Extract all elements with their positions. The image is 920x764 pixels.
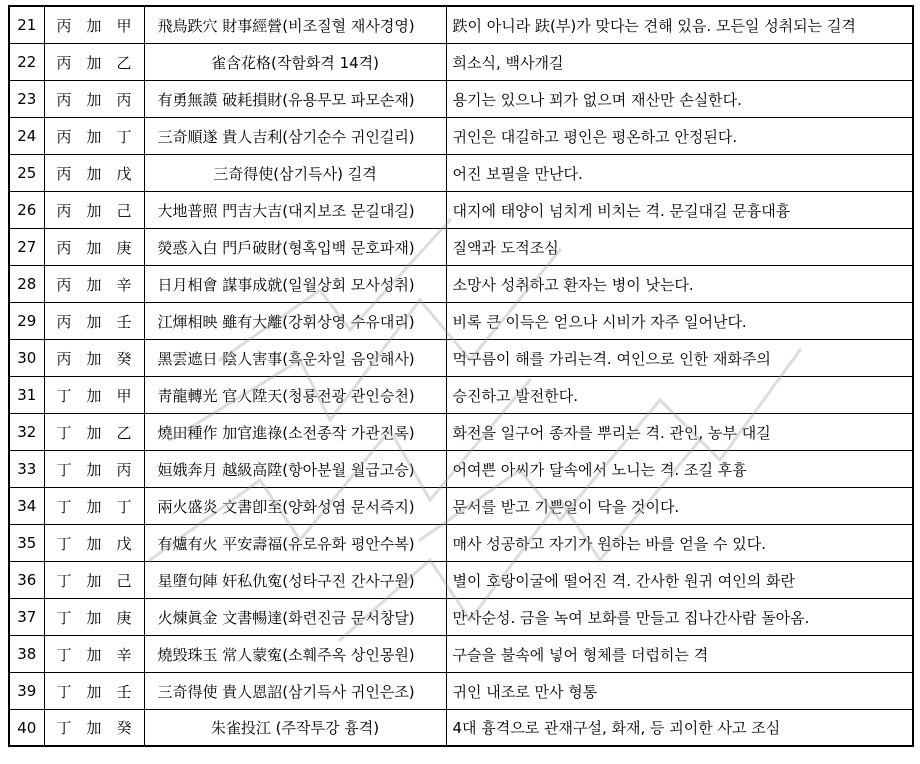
pattern-name: 有勇無謨 破耗損財(유용무모 파모손재)	[144, 81, 446, 118]
stem-char: 丁	[56, 534, 72, 553]
stem-char: 庚	[116, 238, 132, 257]
stem-char: 丁	[116, 497, 132, 516]
table-row	[9, 488, 913, 525]
pattern-description: 구슬을 불속에 넣어 형체를 더럽히는 격	[446, 636, 913, 673]
row-number: 30	[9, 340, 44, 377]
pattern-name: 靑龍轉光 官人陞天(청룡전광 관인승천)	[144, 377, 446, 414]
stem-char: 加	[86, 571, 102, 590]
row-number: 23	[9, 81, 44, 118]
stem-char: 加	[86, 16, 102, 35]
pattern-name: 大地普照 門吉大吉(대지보조 문길대길)	[144, 192, 446, 229]
stem-char: 癸	[116, 349, 132, 368]
stem-combination	[44, 414, 144, 451]
pattern-description: 귀인은 대길하고 평인은 평온하고 안정된다.	[446, 118, 913, 155]
row-number: 37	[9, 599, 44, 636]
row-number: 24	[9, 118, 44, 155]
stem-char: 戊	[116, 534, 132, 553]
pattern-description: 만사순성. 금을 녹여 보화를 만들고 집나간사람 돌아옴.	[446, 599, 913, 636]
stem-combination	[44, 155, 144, 192]
pattern-description: 어진 보필을 만난다.	[446, 155, 913, 192]
stem-char: 丁	[56, 682, 72, 701]
stem-char: 加	[86, 201, 102, 220]
stem-char: 庚	[116, 608, 132, 627]
table-row	[9, 44, 913, 81]
stem-char: 丁	[56, 386, 72, 405]
stem-char: 甲	[116, 16, 132, 35]
stem-char: 丙	[116, 90, 132, 109]
pattern-name: 火煉眞金 文書暢達(화련진금 문서창달)	[144, 599, 446, 636]
pattern-description: 희소식, 백사개길	[446, 44, 913, 81]
table-row	[9, 303, 913, 340]
pattern-name: 有爐有火 平安壽福(유로유화 평안수복)	[144, 525, 446, 562]
row-number: 40	[9, 710, 44, 747]
pattern-description: 어여쁜 아씨가 달속에서 노니는 격. 조길 후흉	[446, 451, 913, 488]
stem-char: 丁	[56, 608, 72, 627]
pattern-name: 熒惑入白 門戶破財(형혹입백 문호파재)	[144, 229, 446, 266]
stem-combination	[44, 673, 144, 710]
table-body	[9, 6, 913, 746]
stem-char: 丙	[56, 312, 72, 331]
row-number: 35	[9, 525, 44, 562]
stem-char: 加	[86, 127, 102, 146]
stem-char: 丙	[56, 164, 72, 183]
stem-combination	[44, 488, 144, 525]
stem-char: 丙	[56, 201, 72, 220]
stem-char: 加	[86, 386, 102, 405]
stem-char: 丁	[56, 423, 72, 442]
table-row	[9, 266, 913, 303]
stem-char: 丙	[56, 127, 72, 146]
pattern-name: 黑雲遮日 陰人害事(흑운차일 음인해사)	[144, 340, 446, 377]
table-row	[9, 81, 913, 118]
pattern-description: 문서를 받고 기쁜일이 닥을 것이다.	[446, 488, 913, 525]
pattern-description: 매사 성공하고 자기가 원하는 바를 얻을 수 있다.	[446, 525, 913, 562]
stem-char: 丁	[116, 127, 132, 146]
stem-combination	[44, 229, 144, 266]
table-row	[9, 192, 913, 229]
table-row	[9, 599, 913, 636]
stem-char: 己	[116, 201, 132, 220]
stem-char: 丙	[56, 16, 72, 35]
row-number: 29	[9, 303, 44, 340]
pattern-description: 귀인 내조로 만사 형통	[446, 673, 913, 710]
stem-char: 己	[116, 571, 132, 590]
row-number: 39	[9, 673, 44, 710]
stem-combination	[44, 6, 144, 44]
stem-char: 辛	[116, 645, 132, 664]
table-row	[9, 710, 913, 747]
stem-combination	[44, 340, 144, 377]
stem-char: 加	[86, 534, 102, 553]
pattern-name: 三奇得使(삼기득사) 길격	[144, 155, 446, 192]
stem-char: 加	[86, 238, 102, 257]
pattern-description: 화전을 일구어 종자를 뿌리는 격. 관인, 농부 대길	[446, 414, 913, 451]
stem-char: 加	[86, 719, 102, 737]
stem-char: 戊	[116, 164, 132, 183]
stem-char: 甲	[116, 386, 132, 405]
row-number: 22	[9, 44, 44, 81]
stem-char: 壬	[116, 682, 132, 701]
row-number: 26	[9, 192, 44, 229]
stem-combination	[44, 636, 144, 673]
table-row	[9, 155, 913, 192]
pattern-name: 兩火盛炎 文書卽至(양화성염 문서즉지)	[144, 488, 446, 525]
stem-char: 乙	[116, 53, 132, 72]
pattern-name: 三奇順遂 貴人吉利(삼기순수 귀인길리)	[144, 118, 446, 155]
stem-char: 加	[86, 312, 102, 331]
stem-combination	[44, 599, 144, 636]
pattern-name: 三奇得使 貴人恩詔(삼기득사 귀인은조)	[144, 673, 446, 710]
stem-char: 加	[86, 349, 102, 368]
stem-char: 加	[86, 164, 102, 183]
row-number: 25	[9, 155, 44, 192]
stem-combination	[44, 525, 144, 562]
stem-char: 丙	[56, 90, 72, 109]
stem-char: 丁	[56, 460, 72, 479]
table-row	[9, 377, 913, 414]
stem-char: 丁	[56, 645, 72, 664]
pattern-name: 燒毁珠玉 常人蒙寃(소훼주옥 상인몽원)	[144, 636, 446, 673]
pattern-name: 姮娥奔月 越級高陞(항아분월 월급고승)	[144, 451, 446, 488]
pattern-description: 승진하고 발전한다.	[446, 377, 913, 414]
table-row	[9, 6, 913, 44]
table-row	[9, 673, 913, 710]
stem-combination	[44, 710, 144, 747]
stem-combination	[44, 81, 144, 118]
table-row	[9, 229, 913, 266]
stem-char: 加	[86, 497, 102, 516]
pattern-description: 跌이 아니라 趺(부)가 맞다는 견해 있음. 모든일 성취되는 길격	[446, 6, 913, 44]
stem-char: 辛	[116, 275, 132, 294]
stem-char: 加	[86, 460, 102, 479]
stem-combination	[44, 192, 144, 229]
pattern-name: 飛鳥跌穴 財事經營(비조질혈 재사경영)	[144, 6, 446, 44]
pattern-description: 먹구름이 해를 가리는격. 여인으로 인한 재화주의	[446, 340, 913, 377]
pattern-description: 대지에 태양이 넘치게 비치는 격. 문길대길 문흉대흉	[446, 192, 913, 229]
stem-char: 壬	[116, 312, 132, 331]
pattern-description: 용기는 있으나 꾀가 없으며 재산만 손실한다.	[446, 81, 913, 118]
pattern-description: 비록 큰 이득은 얻으나 시비가 자주 일어난다.	[446, 303, 913, 340]
table-row	[9, 118, 913, 155]
stem-char: 加	[86, 645, 102, 664]
stem-char: 加	[86, 682, 102, 701]
stem-combination	[44, 562, 144, 599]
pattern-name: 星墮句陣 奸私仇寃(성타구진 간사구원)	[144, 562, 446, 599]
pattern-name: 雀含花格(작함화격 14격)	[144, 44, 446, 81]
table-row	[9, 525, 913, 562]
qimen-table	[8, 5, 914, 747]
row-number: 32	[9, 414, 44, 451]
pattern-name: 燒田種作 加官進祿(소전종작 가관진록)	[144, 414, 446, 451]
stem-char: 丁	[56, 719, 72, 737]
row-number: 21	[9, 6, 44, 44]
row-number: 36	[9, 562, 44, 599]
stem-char: 加	[86, 608, 102, 627]
pattern-description: 질액과 도적조심	[446, 229, 913, 266]
table-row	[9, 636, 913, 673]
stem-char: 加	[86, 90, 102, 109]
stem-combination	[44, 118, 144, 155]
pattern-name: 日月相會 謀事成就(일월상회 모사성취)	[144, 266, 446, 303]
row-number: 33	[9, 451, 44, 488]
stem-char: 乙	[116, 423, 132, 442]
table-row	[9, 562, 913, 599]
stem-char: 加	[86, 423, 102, 442]
stem-char: 癸	[116, 719, 132, 737]
row-number: 38	[9, 636, 44, 673]
stem-combination	[44, 266, 144, 303]
stem-char: 加	[86, 275, 102, 294]
row-number: 34	[9, 488, 44, 525]
stem-char: 丙	[56, 238, 72, 257]
pattern-name: 朱雀投江 (주작투강 흉격)	[144, 710, 446, 747]
table-row	[9, 414, 913, 451]
stem-combination	[44, 303, 144, 340]
table-row	[9, 451, 913, 488]
stem-combination	[44, 377, 144, 414]
stem-char: 丙	[56, 53, 72, 72]
stem-char: 加	[86, 53, 102, 72]
stem-char: 丙	[56, 275, 72, 294]
row-number: 31	[9, 377, 44, 414]
pattern-description: 4대 흉격으로 관재구설, 화재, 등 괴이한 사고 조심	[446, 710, 913, 747]
pattern-name: 江煇相映 雖有大離(강휘상영 수유대리)	[144, 303, 446, 340]
table-row	[9, 340, 913, 377]
pattern-description: 소망사 성취하고 환자는 병이 낫는다.	[446, 266, 913, 303]
stem-char: 丙	[56, 349, 72, 368]
pattern-description: 별이 호랑이굴에 떨어진 격. 간사한 원귀 여인의 화란	[446, 562, 913, 599]
stem-combination	[44, 451, 144, 488]
stem-char: 丙	[116, 460, 132, 479]
row-number: 28	[9, 266, 44, 303]
row-number: 27	[9, 229, 44, 266]
stem-combination	[44, 44, 144, 81]
stem-char: 丁	[56, 497, 72, 516]
stem-char: 丁	[56, 571, 72, 590]
